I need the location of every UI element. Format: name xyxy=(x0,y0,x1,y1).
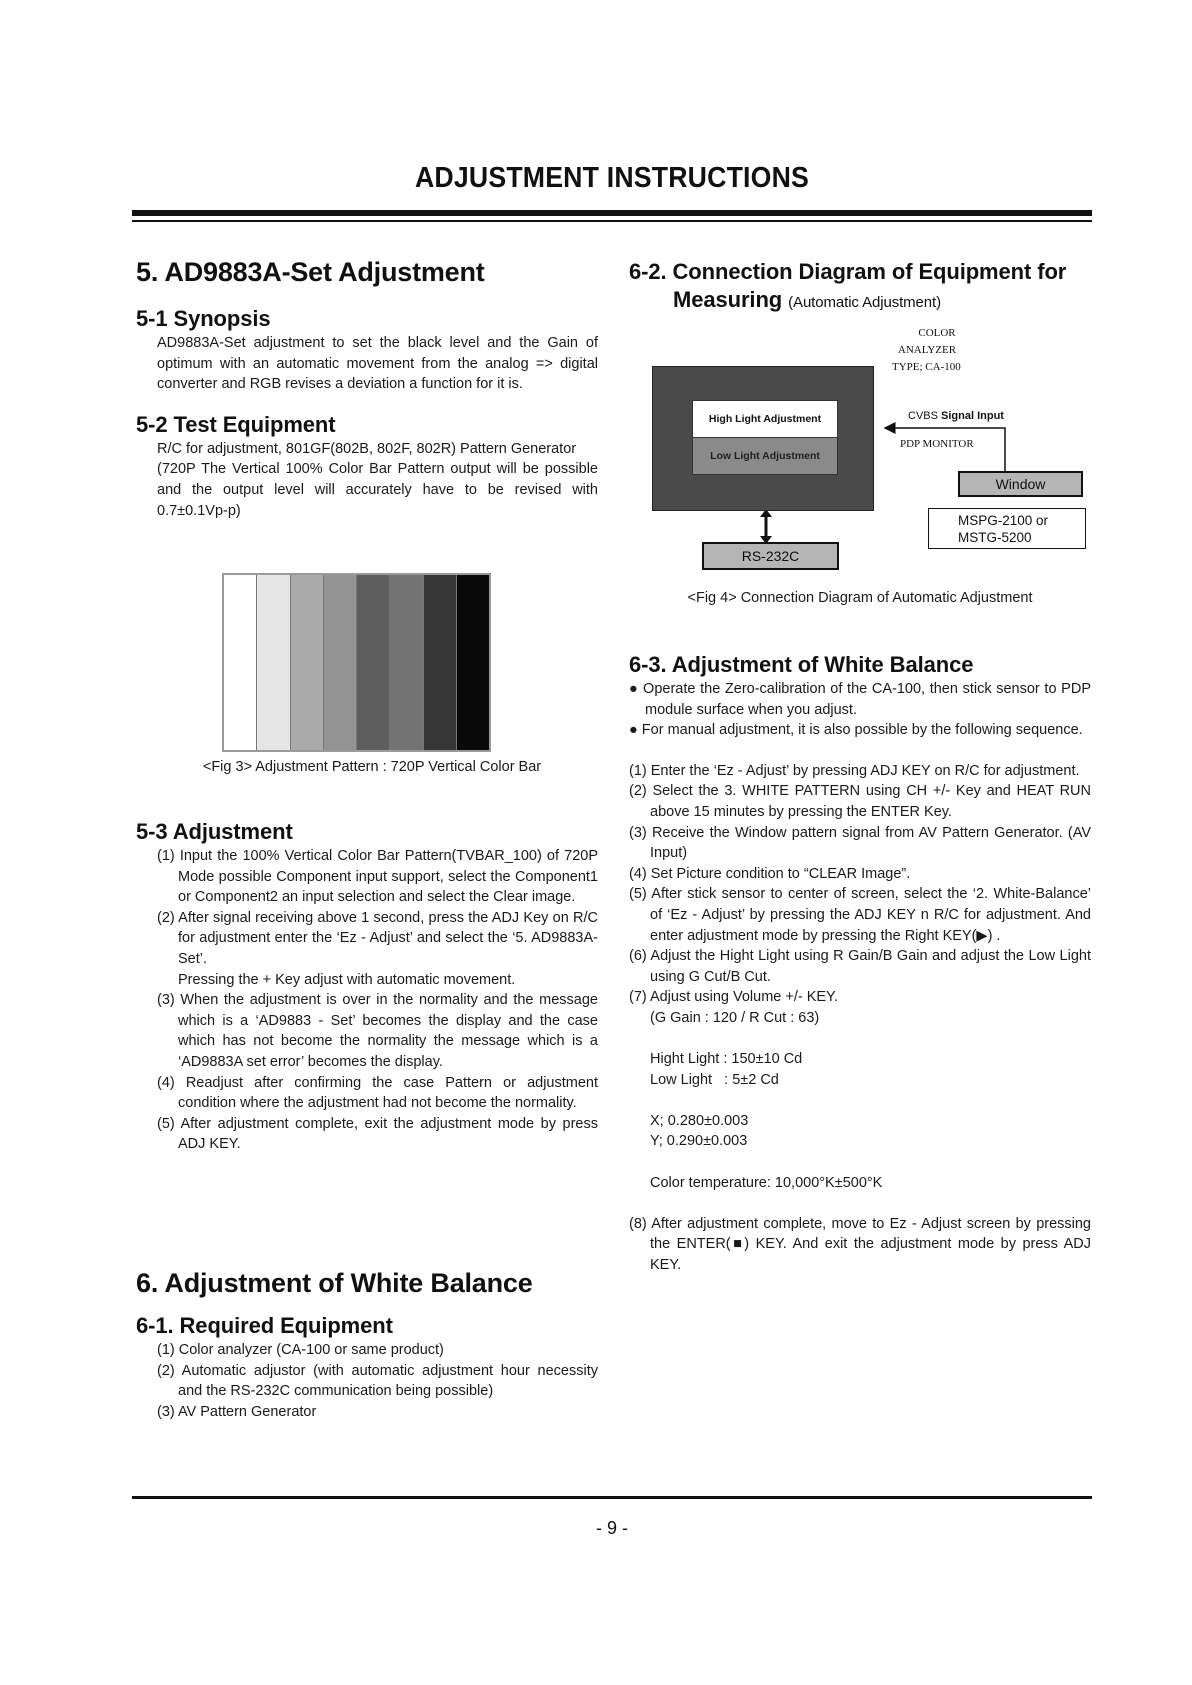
page-title: ADJUSTMENT INSTRUCTIONS xyxy=(414,162,810,194)
color-bar-6 xyxy=(390,575,423,750)
wb-x-spec: X; 0.280±0.003 xyxy=(650,1112,749,1129)
wb-step-2: (2) Select the 3. WHITE PATTERN using CH +/- Key and HEAT RUN above 15 minutes by pressing the ENTER Key. xyxy=(629,783,1091,820)
color-bar-1 xyxy=(224,575,257,750)
cvbs-signal-label xyxy=(908,410,1004,422)
wb-step-8: (8) After adjustment complete, move to Ez - Adjust screen by pressing the ENTER(■) KEY. And exit the adjustment mode by press ADJ KEY. xyxy=(629,1215,1091,1274)
wb-step-4: (4) Set Picture condition to “CLEAR Image”. xyxy=(629,865,911,882)
required-equipment-heading: 6-1. Required Equipment xyxy=(136,1313,393,1338)
bullet-dot: ● xyxy=(629,722,642,739)
generator-label-2: MSTG-5200 xyxy=(958,530,1032,545)
test-equipment-heading: 5-2 Test Equipment xyxy=(136,411,336,437)
white-balance-heading: 6-3. Adjustment of White Balance xyxy=(629,652,974,677)
figure3-caption: <Fig 3> Adjustment Pattern : 720P Vertical Color Bar xyxy=(202,759,542,775)
wb-step-1: (1) Enter the ‘Ez - Adjust’ by pressing ADJ KEY on R/C for adjustment. xyxy=(629,762,1080,779)
section6-title: 6. Adjustment of White Balance xyxy=(136,1268,533,1298)
wb-step-7: (7) Adjust using Volume +/- KEY. xyxy=(629,989,838,1006)
color-bar-5 xyxy=(357,575,390,750)
connection-heading-cont: Measuring xyxy=(673,287,783,312)
test-equipment-text-2: (720P The Vertical 100% Color Bar Pattern output will be possible and the output level will accurately have to be revised with 0.7±0.1Vp-p) xyxy=(157,461,598,519)
color-analyzer-label-2: ANALYZER xyxy=(897,344,957,356)
bullet-text-1: Operate the Zero-calibration of the CA-100, then stick sensor to PDP module surface when you adjust. xyxy=(643,681,1091,718)
color-bar-3 xyxy=(291,575,324,750)
pdp-monitor-box xyxy=(652,366,874,511)
color-bar-2 xyxy=(257,575,290,750)
wb-step-7-gain: (G Gain : 120 / R Cut : 63) xyxy=(650,1009,820,1026)
color-bar-4 xyxy=(324,575,357,750)
cvbs-prefix: CVBS xyxy=(908,410,938,422)
left-column-adjustment xyxy=(136,818,598,1155)
signal-input-label: Signal Input xyxy=(941,410,1004,422)
wb-step-3: (3) Receive the Window pattern signal from AV Pattern Generator. (AV Input) xyxy=(629,824,1091,862)
bullet-dot: ● xyxy=(629,681,644,697)
color-analyzer-label-3: TYPE; CA-100 xyxy=(892,361,961,373)
low-light-adjustment-box: Low Light Adjustment xyxy=(692,437,838,475)
wb-low-light-spec: Low Light : 5±2 Cd xyxy=(650,1071,779,1088)
section5-title: 5. AD9883A-Set Adjustment xyxy=(136,257,485,287)
color-bar-7 xyxy=(424,575,457,750)
test-equipment-text-1: R/C for adjustment, 801GF(802B, 802F, 802R) Pattern Generator xyxy=(157,440,577,457)
rs232c-box: RS-232C xyxy=(702,542,839,570)
connection-heading xyxy=(629,258,1091,317)
adjustment-heading: 5-3 Adjustment xyxy=(136,819,293,844)
wb-y-spec: Y; 0.290±0.003 xyxy=(650,1133,748,1150)
color-analyzer-label-1: COLOR xyxy=(918,327,956,339)
required-item-3: (3) AV Pattern Generator xyxy=(157,1403,317,1420)
synopsis-text: AD9883A-Set adjustment to set the black level and the Gain of optimum with an automatic movement from the analog => digital converter and RGB revises a deviation a function for it is. xyxy=(157,335,598,393)
adjustment-item-4: (4) Readjust after confirming the case Pattern or adjustment condition where the adjustment had not become the normality. xyxy=(157,1074,598,1112)
bullet-item-2 xyxy=(629,720,1091,741)
high-light-adjustment-box: High Light Adjustment xyxy=(692,400,838,438)
generator-label-1: MSPG-2100 or xyxy=(958,513,1049,528)
header-rule-thick xyxy=(132,210,1092,216)
connection-heading-main: 6-2. Connection Diagram of Equipment for xyxy=(629,259,1067,284)
header-rule-thin xyxy=(132,220,1092,222)
wb-step-6: (6) Adjust the Hight Light using R Gain/B Gain and adjust the Low Light using G Cut/B Cut. xyxy=(629,948,1091,985)
left-column xyxy=(136,255,598,521)
wb-step-5: (5) After stick sensor to center of screen, select the ‘2. White-Balance’ of ‘Ez - Adjust’ by pressing the ADJ KEY n R/C for adjustment. And enter adjustment mode by pressing the Right KEY(▶) . xyxy=(629,886,1091,944)
adjustment-item-2-note: Pressing the + Key adjust with automatic movement. xyxy=(178,971,516,988)
adjustment-item-3: (3) When the adjustment is over in the normality and the message which is a ‘AD9883 - Set’ becomes the display and the case which has not become the normality the message which is a ‘AD9883A set error’ becomes the display. xyxy=(157,992,598,1070)
footer-rule xyxy=(132,1496,1092,1499)
connection-heading-sub: (Automatic Adjustment) xyxy=(788,294,942,311)
wb-hight-light-spec: Hight Light : 150±10 Cd xyxy=(650,1051,803,1068)
left-column-section6 xyxy=(136,1266,598,1422)
adjustment-item-1: (1) Input the 100% Vertical Color Bar Pattern(TVBAR_100) of 720P Mode possible Component input support, select the Component1 or Component2 an input selection and select the Clear image. xyxy=(157,848,598,906)
bullet-item-1 xyxy=(629,679,1091,720)
page-number: - 9 - xyxy=(595,1518,628,1538)
color-bar-pattern-figure xyxy=(222,573,491,752)
synopsis-heading: 5-1 Synopsis xyxy=(136,306,271,331)
pattern-generator-box xyxy=(928,508,1086,549)
connection-diagram xyxy=(650,325,1090,570)
wb-color-temperature: Color temperature: 10,000°K±500°K xyxy=(650,1174,883,1191)
white-balance-section xyxy=(629,651,1091,1276)
pdp-monitor-label: PDP MONITOR xyxy=(900,438,974,450)
window-box: Window xyxy=(958,471,1083,497)
adjustment-item-2: (2) After signal receiving above 1 second, press the ADJ Key on R/C for adjustment enter the ‘Ez - Adjust’ and select the ‘5. AD9883A-Set’. xyxy=(157,909,598,967)
adjustment-item-5: (5) After adjustment complete, exit the adjustment mode by press ADJ KEY. xyxy=(157,1115,598,1153)
bullet-text-2: For manual adjustment, it is also possible by the following sequence. xyxy=(641,722,1083,739)
color-bar-8 xyxy=(457,575,489,750)
figure4-caption: <Fig 4> Connection Diagram of Automatic Adjustment xyxy=(687,590,1033,606)
required-item-1: (1) Color analyzer (CA-100 or same product) xyxy=(157,1342,444,1358)
required-item-2: (2) Automatic adjustor (with automatic adjustment hour necessity and the RS-232C communication being possible) xyxy=(157,1362,598,1400)
